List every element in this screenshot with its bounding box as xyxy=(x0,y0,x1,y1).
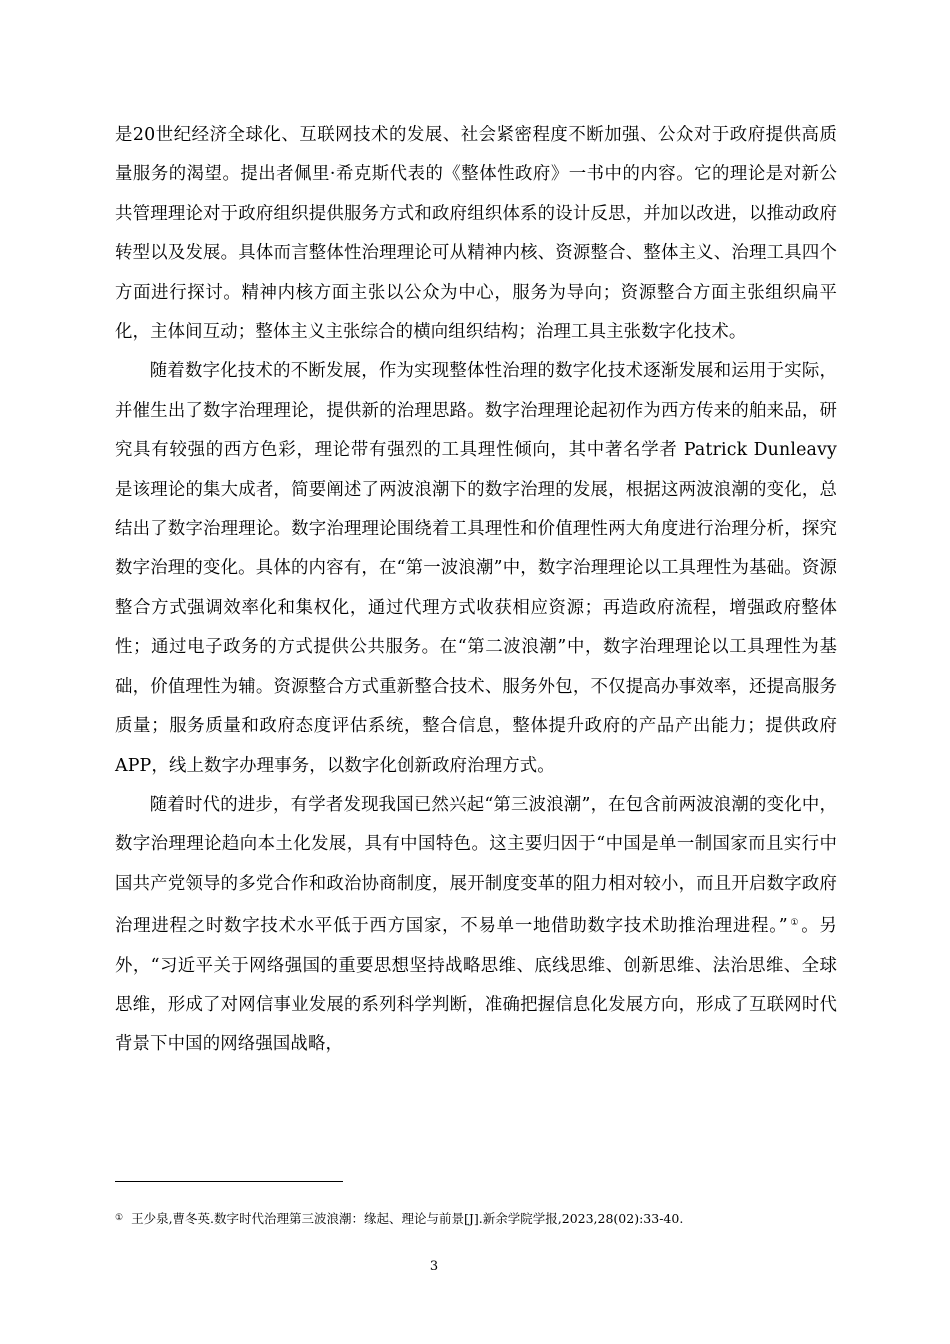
footnote-text: 王少泉,曹冬英.数字时代治理第三波浪潮：缘起、理论与前景[J].新余学院学报,2023,28(02):33-40. xyxy=(131,1211,684,1226)
paragraph-1: 是20世纪经济全球化、互联网技术的发展、社会紧密程度不断加强、公众对于政府提供高质量服务的渴望。提出者佩里·希克斯代表的《整体性政府》一书中的内容。它的理论是对新公共管理理论对于政府组织提供服务方式和政府组织体系的设计反思，并加以改进，以推动政府转型以及发展。具体而言整体性治理理论可从精神内核、资源整合、整体主义、治理工具四个方面进行探讨。精神内核方面主张以公众为中心，服务为导向；资源整合方面主张组织扁平化，主体间互动；整体主义主张综合的横向组织结构；治理工具主张数字化技术。 xyxy=(115,125,837,343)
paragraph-2: 随着数字化技术的不断发展，作为实现整体性治理的数字化技术逐渐发展和运用于实际，并催生出了数字治理理论，提供新的治理思路。数字治理理论起初作为西方传来的舶来品，研究具有较强的西方色彩，理论带有强烈的工具理性倾向，其中著名学者 Patrick Dunleavy 是该理论的集大成者，简要阐述了两波浪潮下的数字治理的发展，根据这两波浪潮的变化，总结出了数字治理理论。数字治理理论围绕着工具理性和价值理性两大角度进行治理分析，探究数字治理的变化。具体的内容有，在“第一波浪潮”中，数字治理理论以工具理性为基础。资源整合方式强调效率化和集权化，通过代理方式收获相应资源；再造政府流程，增强政府整体性；通过电子政务的方式提供公共服务。在“第二波浪潮”中，数字治理理论以工具理性为基础，价值理性为辅。资源整合方式重新整合技术、服务外包，不仅提高办事效率，还提高服务质量；服务质量和政府态度评估系统，整合信息，整体提升政府的产品产出能力；提供政府APP，线上数字办理事务，以数字化创新政府治理方式。 xyxy=(115,361,837,776)
paragraph-3 xyxy=(115,786,837,1065)
page-number: 3 xyxy=(429,1259,439,1274)
footnote xyxy=(115,1209,837,1228)
footnote-separator xyxy=(115,1181,343,1182)
body-text xyxy=(115,116,837,1065)
footnote-mark: ① xyxy=(115,1213,124,1223)
footnote-reference-mark[interactable]: ① xyxy=(789,918,800,929)
paragraph-3-text-a: 随着时代的进步，有学者发现我国已然兴起“第三波浪潮”，在包含前两波浪潮的变化中，数字治理理论趋向本土化发展，具有中国特色。这主要归因于“中国是单一制国家而且实行中国共产党领导的多党合作和政治协商制度，展开制度变革的阻力相对较小，而且开启数字政府治理进程之时数字技术水平低于西方国家，不易单一地借助数字技术助推治理进程。” xyxy=(115,794,837,937)
paragraph-3-text-b: 。另外，“习近平关于网络强国的重要思想坚持战略思维、底线思维、创新思维、法治思维、全球思维，形成了对网信事业发展的系列科学判断，准确把握信息化发展方向，形成了互联网时代背景下中国的网络强国战略， xyxy=(115,916,837,1055)
